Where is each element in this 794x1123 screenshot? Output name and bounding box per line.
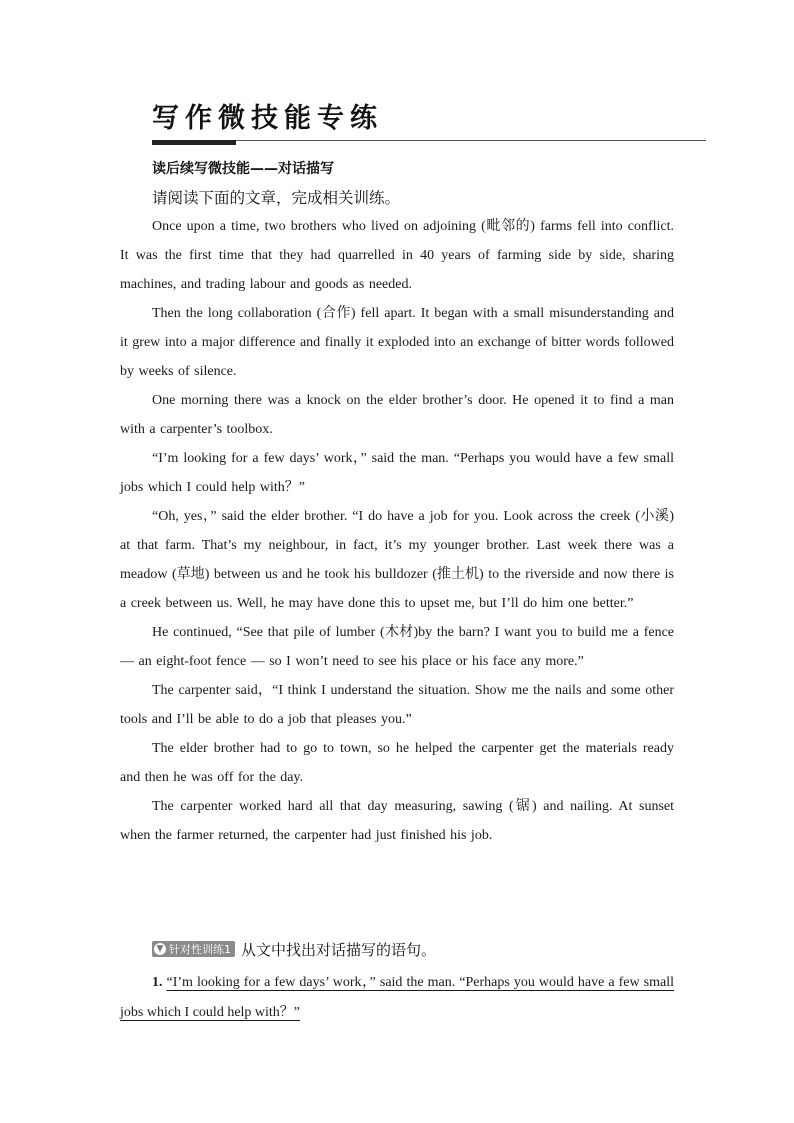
answer-block [120,968,674,1028]
story-paragraph: Then the long collaboration (合作) fell apart. It began with a small misunderstanding and it grew into a major difference and finally it exploded into an exchange of bitter words followed by weeks of silence. [120,306,674,379]
task-prompt: 从文中找出对话描写的语句。 [241,940,437,959]
practice-tag-label: 针对性训练1 [169,943,231,956]
story-paragraph: The elder brother had to go to town, so he helped the carpenter get the materials ready and then he was off for the day. [120,741,674,785]
practice-tag [152,941,235,957]
story-paragraph: The carpenter worked hard all that day measuring, sawing (锯) and nailing. At sunset when the farmer returned, the carpenter had just finished his job. [120,799,674,843]
story-paragraph: Once upon a time, two brothers who lived on adjoining (毗邻的) farms fell into conflict. It was the first time that they had quarrelled in 40 years of farming side by side, sharing machines, and trading labour and goods as needed. [120,219,674,292]
instruction-text: 请阅读下面的文章，完成相关训练。 [152,189,401,207]
story-paragraph: One morning there was a knock on the elder brother’s door. He opened it to find a man with a carpenter’s toolbox. [120,393,674,437]
story-text [120,212,674,850]
answer-number: 1. [152,975,163,990]
down-arrow-circle-icon: ▼ [154,943,166,955]
story-paragraph: He continued, “See that pile of lumber (木材)by the barn? I want you to build me a fence — an eight-foot fence — so I won’t need to see his place or his face any more.” [120,625,674,669]
page-title: 写作微技能专练 [152,103,383,134]
title-accent-bar [152,140,236,145]
section-subtitle: 读后续写微技能——对话描写 [152,161,334,177]
answer-text: “I’m looking for a few days’ work，” said the man. “Perhaps you would have a few small jobs which I could help with？” [120,975,674,1020]
story-paragraph: The carpenter said，“I think I understand the situation. Show me the nails and some other tools and I’ll be able to do a job that pleases you.” [120,683,674,727]
practice-task [152,938,436,960]
story-paragraph: “I’m looking for a few days’ work，” said the man. “Perhaps you would have a few small jobs which I could help with？” [120,451,674,495]
story-paragraph: “Oh, yes，” said the elder brother. “I do have a job for you. Look across the creek (小溪) at that farm. That’s my neighbour, in fact, it’s my younger brother. Last week there was a meadow (草地) between us and he took his bulldozer (推土机) to the riverside and now there is a creek between us. Well, he may have done this to upset me, but I’ll do him one better.” [120,509,674,611]
